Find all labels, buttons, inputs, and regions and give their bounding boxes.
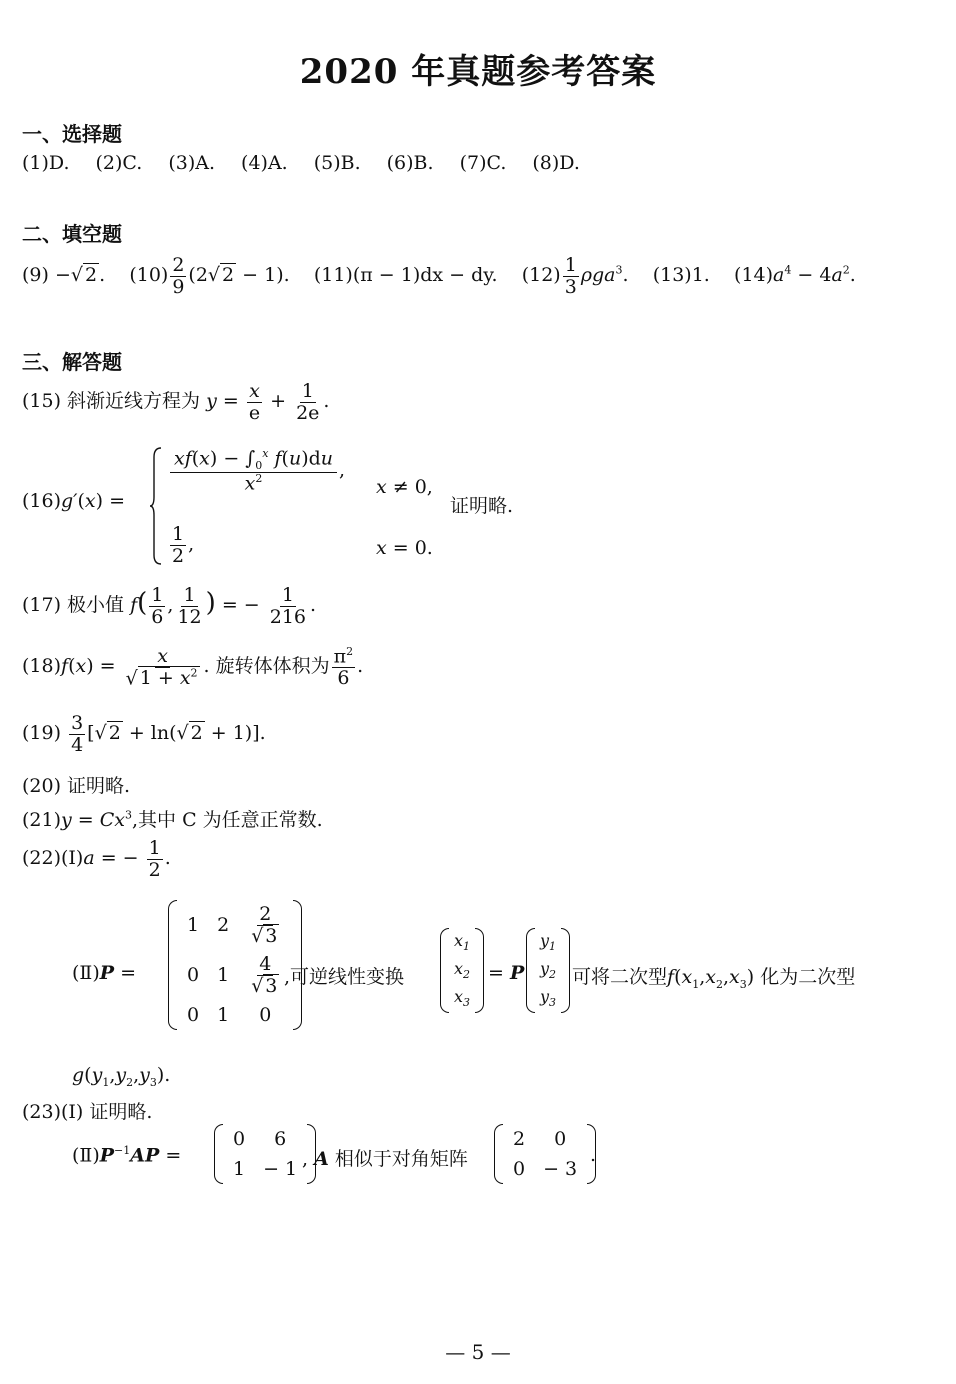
fill-q9: (9) −√ 2 . — [22, 264, 106, 287]
choice-answer: (2)C. — [95, 152, 143, 174]
solve-q23-part2-label: $(Ⅱ)P^{-1}AP$ = — [72, 1144, 182, 1167]
solve-q17: (17) 极小值 f( $\frac{1}{6}$ , $\frac{1}{12}$ ) = − $\frac{1}{216}$ . — [22, 584, 317, 628]
period: . — [590, 1144, 597, 1166]
fill-q14: $(14)a^4 - 4a^2$. — [734, 263, 856, 287]
vector-y: $y_1$ $y_2$ $y_3$ — [526, 928, 570, 1013]
solve-q16-cond1: x ≠ 0, — [376, 476, 433, 498]
choice-answer: (7)C. — [459, 152, 507, 174]
solve-q16-tail: 证明略. — [450, 495, 514, 517]
solve-q22-part1: (22)(Ⅰ)a = − $\frac{1}{2}$ . — [22, 837, 171, 881]
choice-answer: (1)D. — [22, 152, 70, 174]
section-solve-heading: 三、解答题 — [22, 350, 122, 374]
solve-q22-g: $g(y_1,y_2,y_3)$. — [72, 1064, 171, 1089]
matrix-p: 1 2 $\frac{2}{√ 3}$ 0 1 $\frac{4}{√ 3}$ 0 1 0 — [168, 900, 302, 1030]
fill-answers-row — [22, 255, 856, 297]
fill-q11: (11)(π − 1)dx − dy. — [313, 264, 498, 287]
solve-q16-case1: $\frac{xf(x) - \int_0^x f(u)du}{x^2}$ , — [168, 448, 345, 494]
solve-q22-mid: ,可逆线性变换 — [284, 966, 405, 988]
equals-p: = P — [488, 962, 525, 984]
solve-q15: (15) 斜渐近线方程为 y = $\frac{x}{e}$ + $\frac{1}{2e}$ . — [22, 380, 330, 424]
choice-answer: (4)A. — [241, 152, 288, 174]
matrix-diag: 2 0 0 − 3 — [494, 1124, 596, 1184]
choice-answer: (8)D. — [532, 152, 580, 174]
piecewise-brace — [150, 447, 162, 565]
solve-q16-cond2: x = 0. — [376, 537, 433, 559]
solve-q22-tail: 可将二次型$f(x_1,x_2,x_3)$ 化为二次型 — [572, 966, 856, 991]
matrix-pap: 0 6 1 − 1 — [214, 1124, 316, 1184]
page-number: — 5 — — [445, 1340, 511, 1364]
section-fill-heading: 二、填空题 — [22, 222, 122, 246]
choice-answers-row — [22, 152, 606, 174]
solve-q16-label: (16)g′(x) = — [22, 490, 126, 512]
choice-answer: (6)B. — [386, 152, 434, 174]
solve-q18: (18)f(x) = $\frac{x}{√ 1 + x^2}$ . 旋转体体积为 $\frac{\pi^2}{6}$ . — [22, 645, 364, 689]
solve-q20: (20) 证明略. — [22, 775, 131, 797]
vector-x: $x_1$ $x_2$ $x_3$ — [440, 928, 484, 1013]
solve-q19: (19) $\frac{3}{4}$ [√ 2 + ln(√ 2 + 1)]. — [22, 712, 266, 756]
choice-answer: (3)A. — [168, 152, 216, 174]
fill-q13: (13)1. — [652, 264, 710, 287]
page-title: 2020 年真题参考答案 — [299, 52, 657, 92]
section-choice-heading: 一、选择题 — [22, 122, 122, 146]
choice-answer: (5)B. — [313, 152, 361, 174]
solve-q22-part2-label: (Ⅱ)P = — [72, 962, 137, 984]
solve-q23-mid: , A 相似于对角矩阵 — [302, 1148, 468, 1170]
fill-q10: (10) $\frac{2}{9}$ (2√ 2 − 1). — [129, 254, 290, 298]
solve-q21: $(21)y = Cx^3$,其中 C 为任意正常数. — [22, 808, 323, 831]
fill-q12: (12) $\frac{1}{3}$ ρga$^3$. — [521, 254, 629, 298]
solve-q16-case2: $\frac{1}{2}$ , — [172, 523, 195, 567]
solve-q23-part1: (23)(Ⅰ) 证明略. — [22, 1101, 153, 1123]
